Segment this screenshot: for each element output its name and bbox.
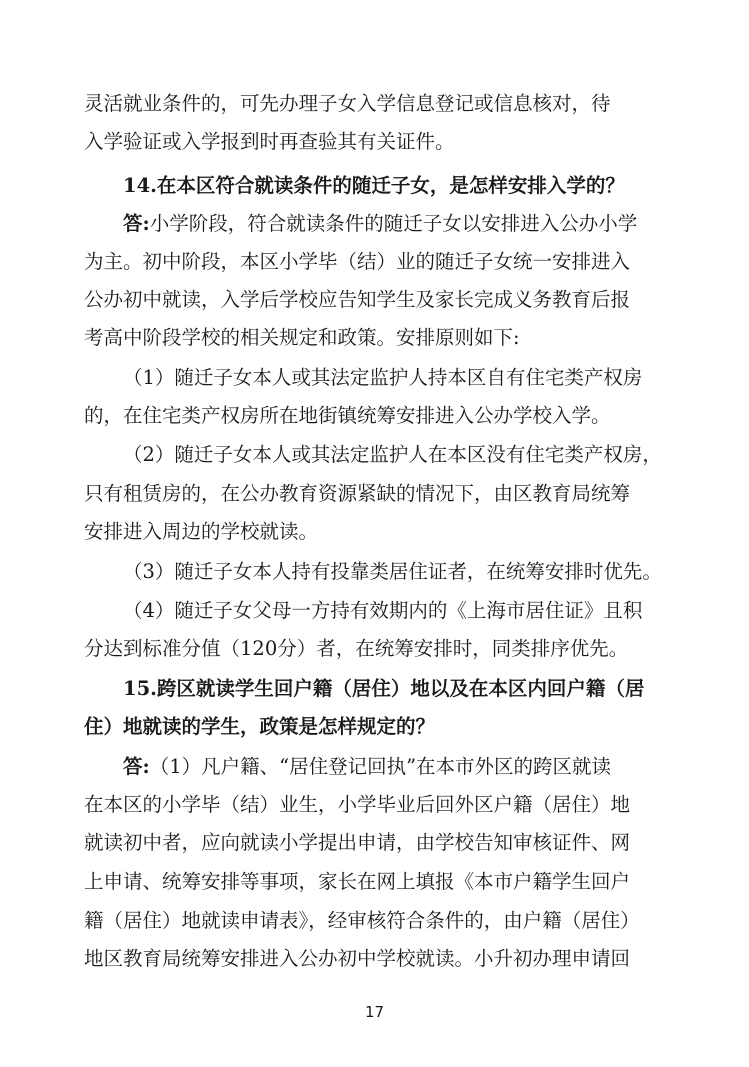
question-15-heading-line-1: 15.跨区就读学生回户籍（居住）地以及在本区内回户籍（居 <box>123 677 645 700</box>
question-15-heading-line-2: 住）地就读的学生，政策是怎样规定的？ <box>84 715 436 738</box>
rule-3-line-1: （3）随迁子女本人持有投靠类居住证者，在统筹安排时优先。 <box>123 560 662 583</box>
text-line-2: 入学验证或入学报到时再查验其有关证件。 <box>84 130 455 153</box>
answer-text: （1）凡户籍、“居住登记回执”在本市外区的跨区就读 <box>149 755 612 778</box>
answer-15-line-6: 地区教育局统筹安排进入公办初中学校就读。小升初办理申请回 <box>84 947 631 970</box>
text-line-1: 灵活就业条件的，可先办理子女入学信息登记或信息核对，待 <box>84 92 611 115</box>
answer-15-line-1 <box>123 753 708 781</box>
answer-text: 小学阶段，符合就读条件的随迁子女以安排进入公办小学 <box>149 212 638 235</box>
text-line-7: 考高中阶段学校的相关规定和政策。安排原则如下: <box>84 326 520 349</box>
answer-label: 答: <box>123 755 150 778</box>
rule-1-line-2: 的，在住宅类产权房所在地街镇统筹安排进入公办学校入学。 <box>84 404 611 427</box>
answer-15-line-4: 上申请、统筹安排等事项，家长在网上填报《本市户籍学生回户 <box>84 870 631 893</box>
rule-4-line-2: 分达到标准分值（120分）者，在统筹安排时，同类排序优先。 <box>84 637 629 660</box>
answer-15-line-2: 在本区的小学毕（结）业生，小学毕业后回外区户籍（居住）地 <box>84 793 631 816</box>
page-number: 17 <box>364 1003 385 1021</box>
answer-15-line-5: 籍（居住）地就读申请表》，经审核符合条件的，由户籍（居住） <box>84 909 640 932</box>
rule-4-line-1: （4）随迁子女父母一方持有效期内的《上海市居住证》且积 <box>123 599 643 622</box>
rule-1-line-1: （1）随迁子女本人或其法定监护人持本区自有住宅类产权房 <box>123 366 643 389</box>
answer-14-line-1 <box>123 210 708 238</box>
rule-2-line-2: 只有租赁房的，在公办教育资源紧缺的情况下，由区教育局统筹 <box>84 482 631 505</box>
text-line-6: 公办初中就读，入学后学校应告知学生及家长完成义务教育后报 <box>84 288 631 311</box>
answer-label: 答: <box>123 212 150 235</box>
rule-2-line-3: 安排进入周边的学校就读。 <box>84 520 319 543</box>
text-line-5: 为主。初中阶段，本区小学毕（结）业的随迁子女统一安排进入 <box>84 250 631 273</box>
rule-2-line-1: （2）随迁子女本人或其法定监护人在本区没有住宅类产权房， <box>123 443 662 466</box>
question-14-heading: 14.在本区符合就读条件的随迁子女，是怎样安排入学的？ <box>123 174 625 197</box>
answer-15-line-3: 就读初中者，应向就读小学提出申请，由学校告知审核证件、网 <box>84 831 631 854</box>
